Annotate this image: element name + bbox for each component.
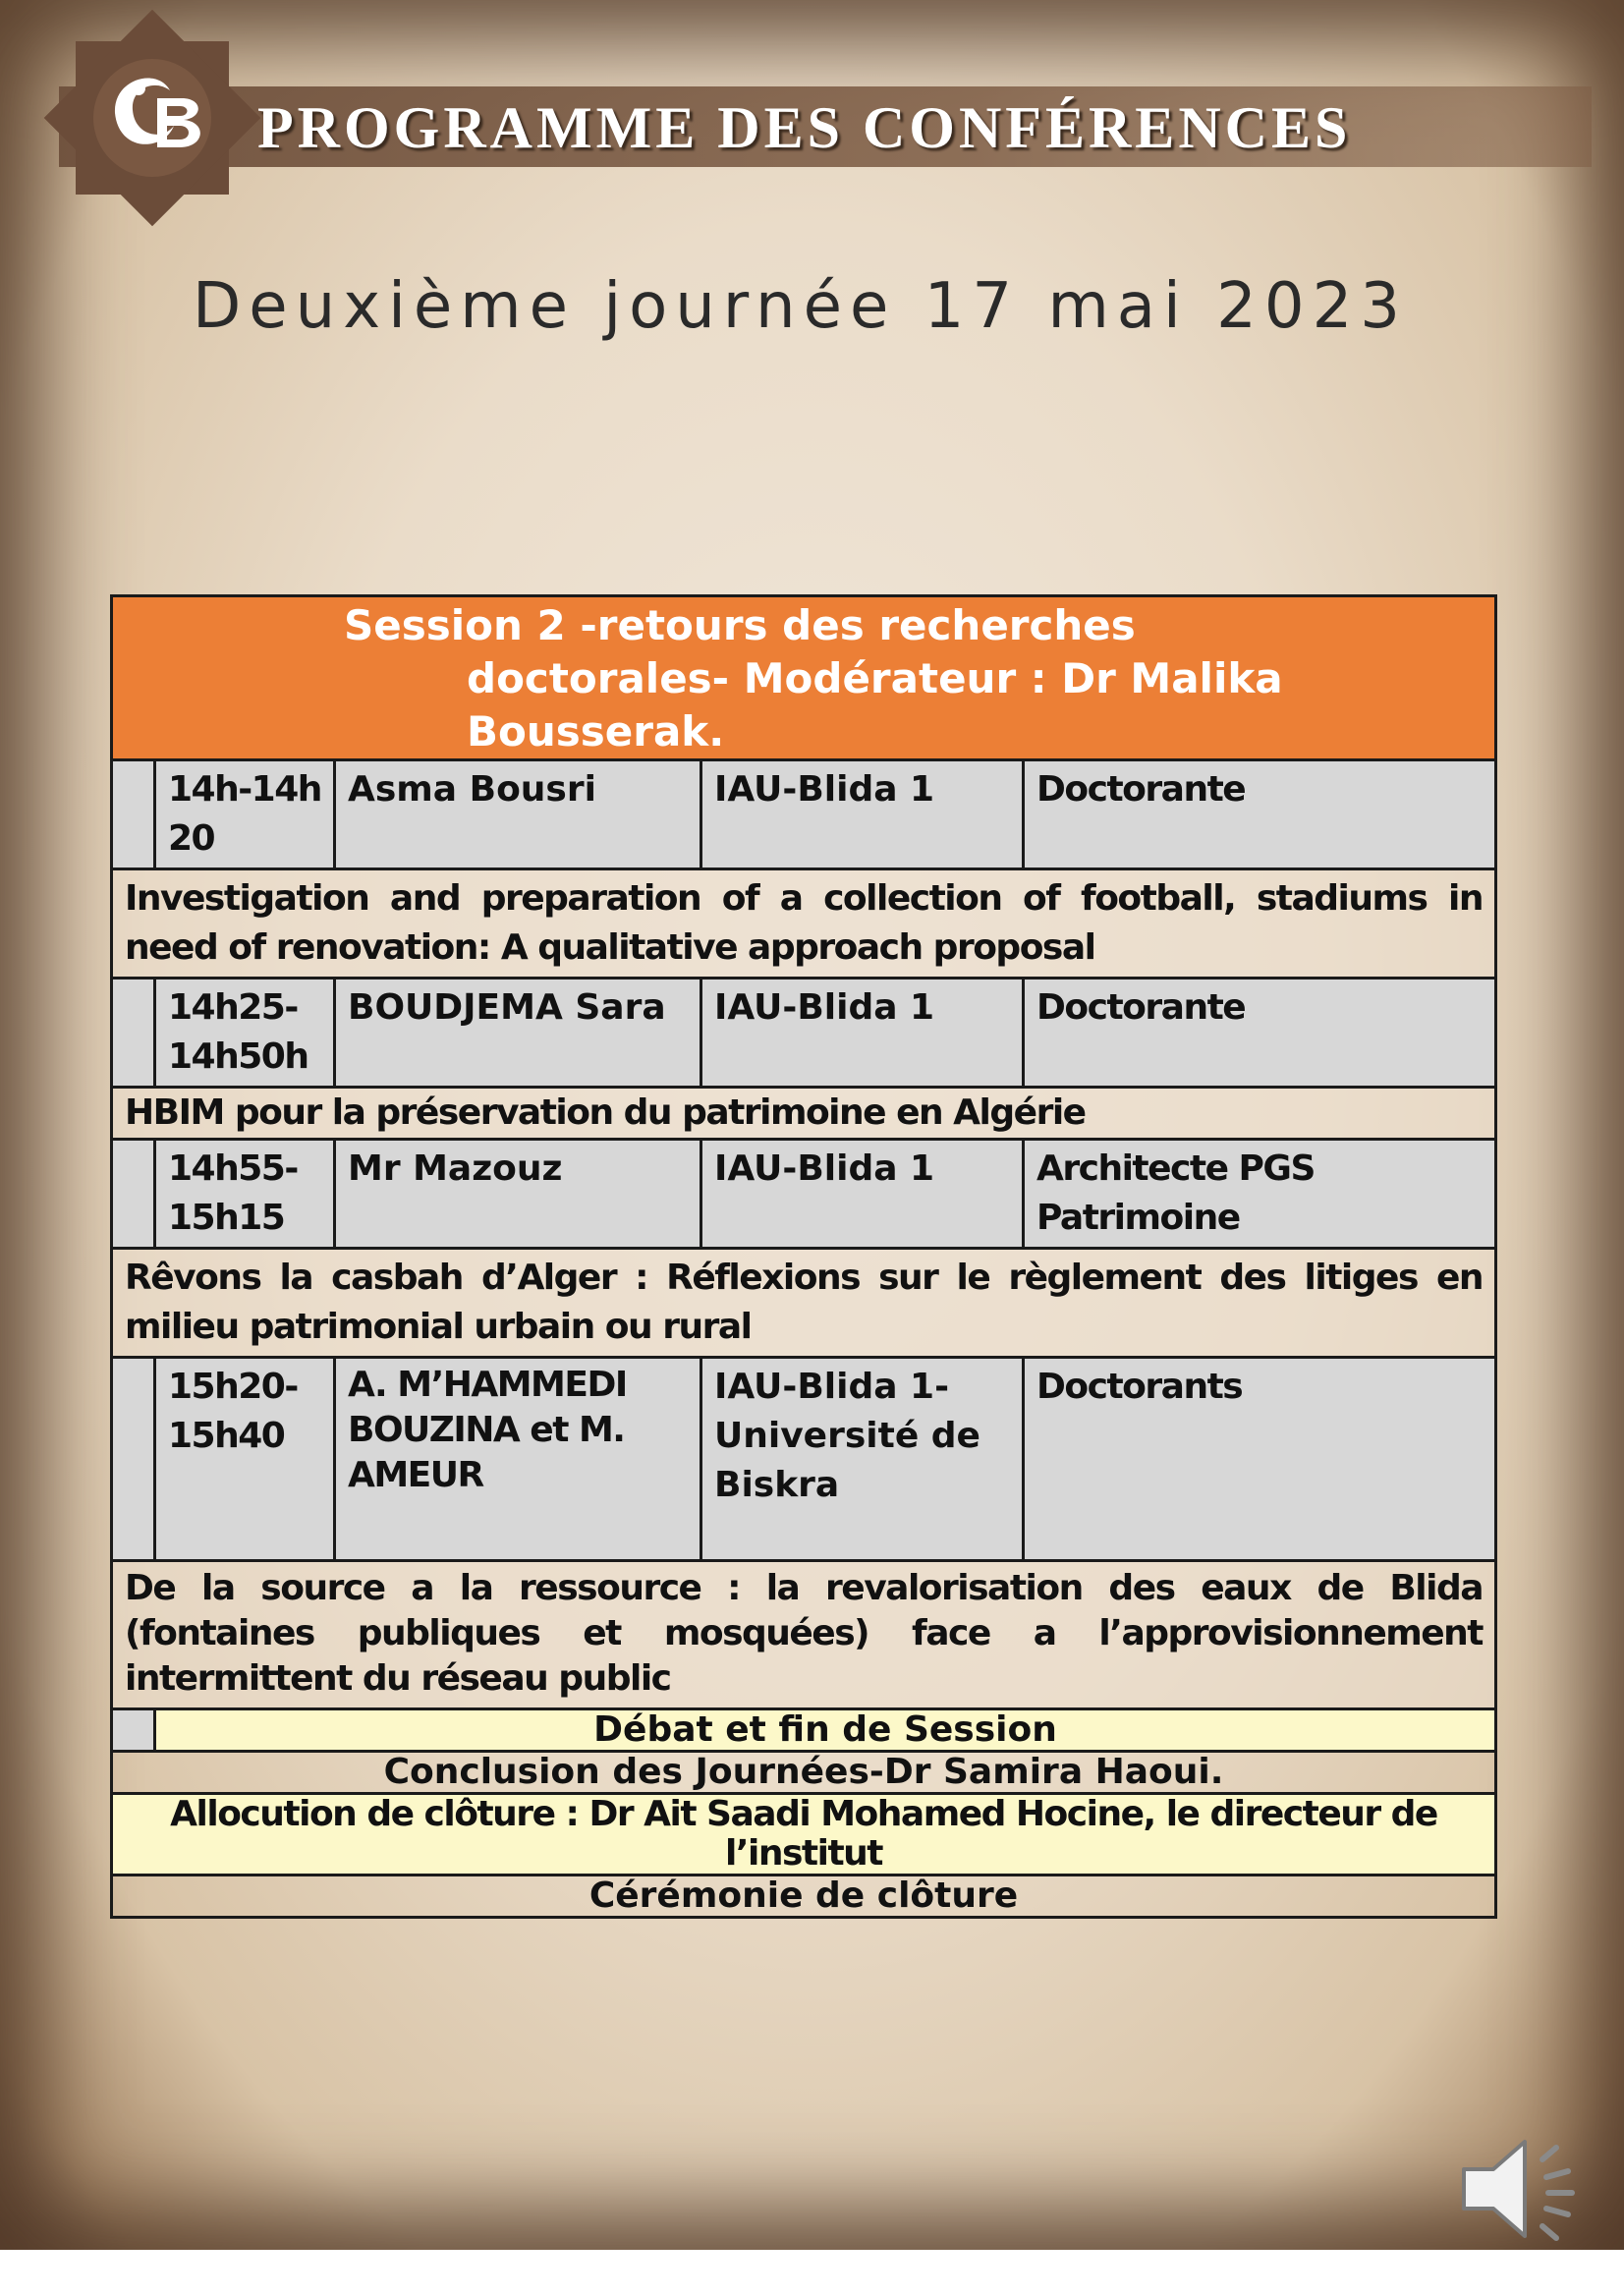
topic-row (112, 1561, 1496, 1709)
time-cell: 14h25-14h50h (155, 979, 335, 1088)
debate-cell: Débat et fin de Session (155, 1709, 1496, 1752)
conclusion-cell: Conclusion des Journées-Dr Samira Haoui. (112, 1752, 1496, 1794)
session-header-row (112, 596, 1496, 760)
allocution-cell: Allocution de clôture : Dr Ait Saadi Mohamed Hocine, le directeur de l’institut (112, 1794, 1496, 1875)
role-cell: Doctorante (1024, 979, 1496, 1088)
time-cell: 15h20-15h40 (155, 1358, 335, 1561)
role-cell: Doctorants (1024, 1358, 1496, 1561)
speaker-audio-icon[interactable] (1454, 2130, 1592, 2248)
topic-row (112, 1249, 1496, 1358)
table-row (112, 760, 1496, 869)
topic-cell: HBIM pour la préservation du patrimoine en Algérie (112, 1088, 1496, 1140)
speaker-cell: A. M’HAMMEDI BOUZINA et M. AMEUR (335, 1358, 701, 1561)
session-heading-line3: Bousserak. (467, 707, 725, 756)
institution-cell: IAU-Blida 1 (701, 1140, 1024, 1249)
program-table (110, 594, 1497, 1919)
topic-row (112, 869, 1496, 979)
empty-cell (112, 979, 155, 1088)
institute-logo-icon (39, 0, 265, 241)
role-cell: Architecte PGS Patrimoine (1024, 1140, 1496, 1249)
session-heading-line2: doctorales- Modérateur : Dr Malika (467, 654, 1283, 702)
speaker-cell: Asma Bousri (335, 760, 701, 869)
time-cell: 14h55-15h15 (155, 1140, 335, 1249)
speaker-cell: BOUDJEMA Sara (335, 979, 701, 1088)
empty-cell (112, 1140, 155, 1249)
empty-cell (112, 1709, 155, 1752)
day-title: Deuxième journée 17 mai 2023 (193, 270, 1408, 343)
table-row (112, 1140, 1496, 1249)
empty-cell (112, 760, 155, 869)
topic-cell: De la source a la ressource : la revalorisation des eaux de Blida (fontaines publiques et mosquées) face a l’approvisionnement intermittent du réseau public (112, 1561, 1496, 1709)
topic-cell: Rêvons la casbah d’Alger : Réflexions sur le règlement des litiges en milieu patrimonial urbain ou rural (112, 1249, 1496, 1358)
empty-cell (112, 1358, 155, 1561)
time-cell: 14h-14h 20 (155, 760, 335, 869)
institution-cell: IAU-Blida 1 (701, 979, 1024, 1088)
topic-cell: Investigation and preparation of a collection of football, stadiums in need of renovation: A qualitative approach proposal (112, 869, 1496, 979)
role-cell: Doctorante (1024, 760, 1496, 869)
ceremony-cell: Cérémonie de clôture (112, 1875, 1496, 1918)
ceremony-row (112, 1875, 1496, 1918)
topic-row (112, 1088, 1496, 1140)
speaker-cell: Mr Mazouz (335, 1140, 701, 1249)
conclusion-row (112, 1752, 1496, 1794)
session-heading (112, 596, 1496, 760)
allocution-row (112, 1794, 1496, 1875)
debate-row (112, 1709, 1496, 1752)
institution-cell: IAU-Blida 1- Université de Biskra (701, 1358, 1024, 1561)
institution-cell: IAU-Blida 1 (701, 760, 1024, 869)
header-title: PROGRAMME DES CONFÉRENCES (257, 95, 1352, 160)
session-heading-line1: Session 2 -retours des recherches (344, 601, 1136, 649)
table-row (112, 1358, 1496, 1561)
table-row (112, 979, 1496, 1088)
